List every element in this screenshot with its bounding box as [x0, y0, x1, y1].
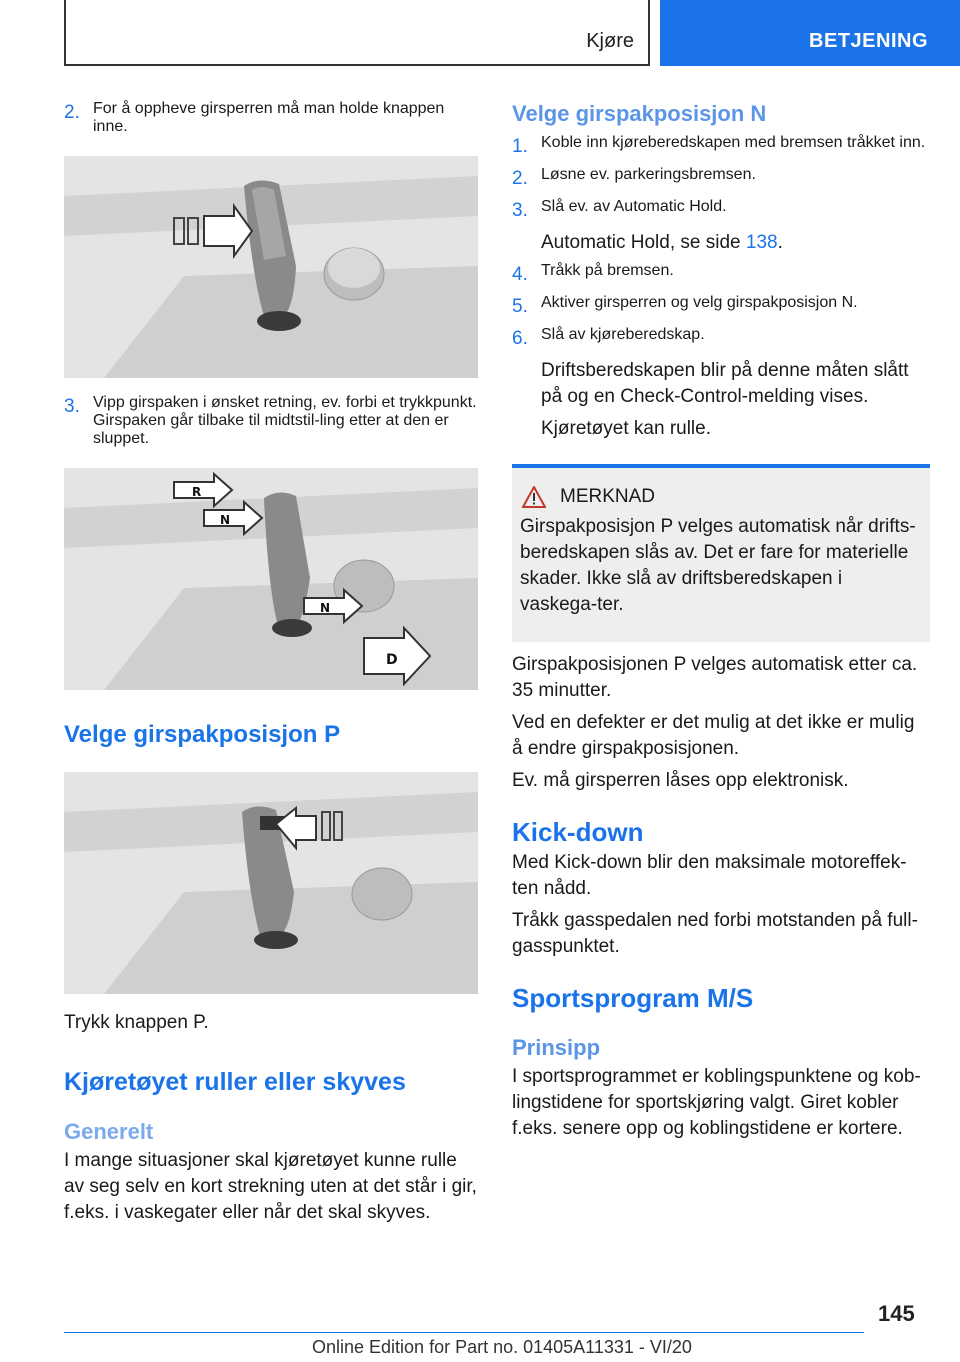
step-item — [512, 262, 930, 288]
header-chapter-tab[interactable] — [660, 0, 960, 66]
gear-lever-illustration-svg — [64, 156, 478, 378]
note-title-row — [520, 486, 922, 508]
direction-letter-d: D — [386, 652, 398, 668]
step-text: Aktiver girsperren og velg girspakposisjon N. — [541, 294, 858, 311]
step-number: 5. — [512, 296, 528, 317]
step-text: Løsne ev. parkeringsbremsen. — [541, 166, 756, 183]
step-item — [512, 166, 930, 192]
paragraph-kick-2: Tråkk gasspedalen ned forbi motstanden på full-gasspunktet. — [512, 910, 918, 957]
paragraph-press-p: Trykk knappen P. — [64, 1012, 209, 1033]
step-number: 3. — [512, 200, 528, 221]
page-reference-link[interactable]: 138 — [745, 232, 778, 253]
heading-select-n: Velge girspakposisjon N — [512, 101, 767, 126]
auto-hold-reference — [512, 230, 930, 256]
note-box — [512, 464, 930, 642]
step-text: Tråkk på bremsen. — [541, 262, 674, 279]
paragraph-auto-p: Girspakposisjonen P velges automatisk etter ca. 35 minutter. — [512, 654, 918, 701]
step-item — [512, 198, 930, 224]
gear-lever-park-illustration — [64, 772, 478, 994]
paragraph-defect: Ved en defekter er det mulig at det ikke er mulig å endre girspakposisjonen. — [512, 712, 915, 759]
right-column — [512, 100, 930, 1142]
rolls-paragraph: Kjøretøyet kan rulle. — [541, 418, 711, 439]
auto-hold-suffix: . — [777, 232, 783, 253]
note-text: Girspakposisjon P velges automatisk når drifts-beredskapen slås av. Det er fare for materielle skader. Ikke slå av driftsberedskapen i vaskega-ter. — [520, 516, 916, 615]
heading-sport-program: Sportsprogram M/S — [512, 983, 754, 1013]
step-number: 4. — [512, 264, 528, 285]
step-number: 3. — [64, 396, 80, 417]
step-text: Slå ev. av Automatic Hold. — [541, 198, 727, 215]
step-item — [64, 100, 482, 136]
heading-prinsipp: Prinsipp — [512, 1035, 601, 1060]
heading-select-p: Velge girspakposisjon P — [64, 721, 341, 748]
step-number: 1. — [512, 136, 528, 157]
direction-letter-r: R — [192, 485, 202, 499]
left-column — [64, 100, 482, 1226]
auto-hold-prefix: Automatic Hold, se side — [541, 232, 746, 253]
paragraph-kick-1: Med Kick-down blir den maksimale motoreffek-ten nådd. — [512, 852, 907, 899]
header-section-box — [64, 0, 650, 66]
drift-paragraph: Driftsberedskapen blir på denne måten slått på og en Check-Control-melding vises. — [541, 360, 909, 407]
step-item — [512, 326, 930, 352]
heading-vehicle-rolling: Kjøretøyet ruller eller skyves — [64, 1068, 406, 1096]
note-title: MERKNAD — [560, 486, 656, 507]
heading-generelt: Generelt — [64, 1119, 154, 1144]
warning-triangle-icon — [522, 486, 546, 508]
paragraph-prinsipp: I sportsprogrammet er koblingspunktene og kob-lingstidene for sportskjøring valgt. Giret kobler f.eks. senere opp og koblingstidene er kortere. — [512, 1066, 921, 1139]
step-item — [512, 294, 930, 320]
step-text: Vipp girspaken i ønsket retning, ev. forbi et trykkpunkt. Girspaken går tilbake til midtstil-ling etter at den er sluppet. — [93, 394, 477, 447]
step-item — [64, 394, 482, 448]
heading-kick-down: Kick-down — [512, 817, 644, 847]
step-number: 6. — [512, 328, 528, 349]
direction-letter-n1: N — [220, 513, 231, 527]
gear-lever-direction-illustration — [64, 468, 478, 690]
step-number: 2. — [64, 102, 80, 123]
footer-edition: Online Edition for Part no. 01405A11331 - VI/20 — [312, 1337, 692, 1357]
paragraph-generelt: I mange situasjoner skal kjøretøyet kunne rulle av seg selv en kort strekning uten at det står i gir, f.eks. i vaskegater eller når det skal skyves. — [64, 1150, 477, 1223]
step-text: For å oppheve girsperren må man holde knappen inne. — [93, 100, 445, 135]
gear-shift-directions-svg — [64, 468, 478, 690]
header-chapter-title: BETJENING — [809, 30, 928, 52]
step-number: 2. — [512, 168, 528, 189]
direction-letter-n2: N — [320, 601, 331, 615]
footer-divider — [64, 1332, 864, 1333]
gear-park-button-svg — [64, 772, 478, 994]
paragraph-unlock: Ev. må girsperren låses opp elektronisk. — [512, 770, 849, 791]
gear-lever-unlock-illustration — [64, 156, 478, 378]
step-text: Koble inn kjøreberedskapen med bremsen tråkket inn. — [541, 134, 926, 151]
step-text: Slå av kjøreberedskap. — [541, 326, 705, 343]
page-number: 145 — [878, 1301, 915, 1326]
header-section-title: Kjøre — [586, 30, 634, 52]
step-item — [512, 134, 930, 160]
